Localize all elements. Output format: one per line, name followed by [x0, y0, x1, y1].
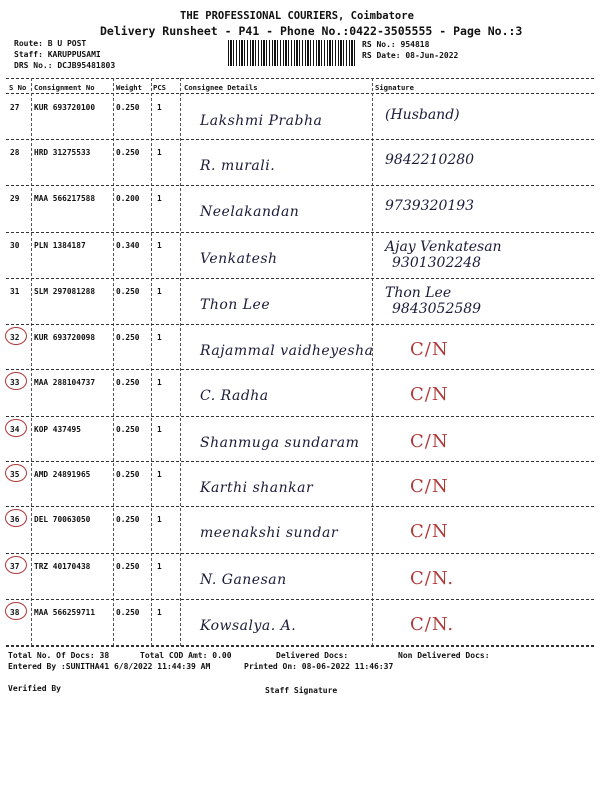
pcs-value: 1	[157, 103, 162, 112]
serial-number: 36	[10, 515, 20, 524]
col-consignment: Consignment No	[34, 83, 95, 92]
table-row	[0, 279, 600, 325]
pcs-value: 1	[157, 515, 162, 524]
weight-value: 0.250	[116, 425, 140, 434]
total-docs: Total No. Of Docs: 38	[8, 651, 110, 660]
weight-value: 0.340	[116, 241, 140, 250]
pcs-value: 1	[157, 425, 162, 434]
serial-number: 27	[10, 103, 20, 112]
recipient-phone: 9301302248	[392, 255, 482, 271]
table-row	[0, 600, 600, 646]
table-row	[0, 370, 600, 417]
col-signature: Signature	[375, 83, 414, 92]
staff-signature: Staff Signature	[265, 686, 338, 695]
weight-value: 0.250	[116, 470, 140, 479]
consignment-number: MAA 566259711	[34, 608, 96, 617]
pcs-value: 1	[157, 333, 162, 342]
col-weight: Weight	[116, 83, 142, 92]
consignment-number: PLN 1384187	[34, 241, 86, 250]
delivered-docs: Delivered Docs:	[276, 651, 349, 660]
company-title: THE PROFESSIONAL COURIERS, Coimbatore	[180, 10, 414, 22]
consignee-name: C. Radha	[200, 388, 269, 404]
runsheet-subtitle: Delivery Runsheet - P41 - Phone No.:0422-3505555 - Page No.:3	[100, 24, 523, 38]
printed-on: Printed On: 08-06-2022 11:46:37	[244, 662, 394, 671]
non-delivered-docs: Non Delivered Docs:	[398, 651, 490, 660]
consignment-number: AMD 24891965	[34, 470, 91, 479]
weight-value: 0.250	[116, 515, 140, 524]
barcode-image	[228, 40, 356, 66]
pcs-value: 1	[157, 470, 162, 479]
col-consignee: Consignee Details	[184, 83, 258, 92]
consignee-name: Kowsalya. A.	[200, 618, 297, 634]
serial-number: 38	[10, 608, 20, 617]
weight-value: 0.250	[116, 608, 140, 617]
serial-number: 31	[10, 287, 20, 296]
serial-number: 33	[10, 378, 20, 387]
consignment-number: HRD 31275533	[34, 148, 91, 157]
consignee-name: Karthi shankar	[200, 480, 314, 496]
table-row	[0, 417, 600, 462]
consignment-number: TRZ 40170438	[34, 562, 91, 571]
consignment-number: KOP 437495	[34, 425, 81, 434]
cn-status-mark: C/N	[410, 521, 449, 542]
table-row	[0, 186, 600, 233]
pcs-value: 1	[157, 608, 162, 617]
pcs-value: 1	[157, 148, 162, 157]
recipient-signature: (Husband)	[385, 107, 460, 123]
rs-date: RS Date: 08-Jun-2022	[362, 51, 459, 60]
pcs-value: 1	[157, 194, 162, 203]
pcs-value: 1	[157, 562, 162, 571]
table-row	[0, 325, 600, 370]
serial-number: 37	[10, 562, 20, 571]
serial-number: 30	[10, 241, 20, 250]
consignee-name: meenakshi sundar	[200, 525, 339, 541]
weight-value: 0.250	[116, 103, 140, 112]
pcs-value: 1	[157, 241, 162, 250]
cn-status-mark: C/N	[410, 339, 449, 360]
consignment-number: MAA 288104737	[34, 378, 96, 387]
cn-status-mark: C/N	[410, 431, 449, 452]
table-row	[0, 95, 600, 140]
table-row	[0, 233, 600, 279]
cn-status-mark: C/N.	[410, 614, 455, 635]
consignee-name: Shanmuga sundaram	[200, 435, 360, 451]
consignee-name: N. Ganesan	[200, 572, 287, 588]
drs-label: DRS No.: DCJB95481803	[14, 61, 116, 70]
serial-number: 34	[10, 425, 20, 434]
consignee-name: Neelakandan	[200, 204, 300, 220]
weight-value: 0.250	[116, 287, 140, 296]
recipient-signature: 9739320193	[385, 198, 475, 214]
col-sno: S No	[9, 83, 27, 92]
cn-status-mark: C/N.	[410, 568, 455, 589]
entered-by: Entered By :SUNITHA41 6/8/2022 11:44:39 AM	[8, 662, 211, 671]
pcs-value: 1	[157, 287, 162, 296]
serial-number: 32	[10, 333, 20, 342]
table-row	[0, 507, 600, 554]
verified-by: Verified By	[8, 684, 61, 693]
consignee-name: Venkatesh	[200, 251, 278, 267]
consignment-number: MAA 566217588	[34, 194, 96, 203]
weight-value: 0.250	[116, 562, 140, 571]
consignee-name: Thon Lee	[200, 297, 271, 313]
recipient-signature: 9842210280	[385, 152, 475, 168]
table-row	[0, 554, 600, 600]
pcs-value: 1	[157, 378, 162, 387]
consignee-name: R. murali.	[200, 158, 276, 174]
col-pcs: PCS	[153, 83, 166, 92]
consignee-name: Lakshmi Prabha	[200, 113, 323, 129]
cn-status-mark: C/N	[410, 476, 449, 497]
total-cod: Total COD Amt: 0.00	[140, 651, 232, 660]
route-label: Route: B U POST	[14, 39, 87, 48]
staff-label: Staff: KARUPPUSAMI	[14, 50, 101, 59]
consignment-number: KUR 693720098	[34, 333, 96, 342]
consignment-number: SLM 297081288	[34, 287, 96, 296]
recipient-signature: Ajay Venkatesan	[385, 239, 502, 255]
consignment-number: DEL 70063050	[34, 515, 91, 524]
weight-value: 0.250	[116, 333, 140, 342]
serial-number: 35	[10, 470, 20, 479]
consignment-number: KUR 693720100	[34, 103, 96, 112]
consignee-name: Rajammal vaidheyesha	[200, 343, 374, 359]
table-row	[0, 140, 600, 186]
weight-value: 0.250	[116, 148, 140, 157]
rs-number: RS No.: 954818	[362, 40, 430, 49]
table-row	[0, 462, 600, 507]
weight-value: 0.250	[116, 378, 140, 387]
serial-number: 29	[10, 194, 20, 203]
recipient-phone: 9843052589	[392, 301, 482, 317]
cn-status-mark: C/N	[410, 384, 449, 405]
weight-value: 0.200	[116, 194, 140, 203]
serial-number: 28	[10, 148, 20, 157]
recipient-signature: Thon Lee	[385, 285, 452, 301]
